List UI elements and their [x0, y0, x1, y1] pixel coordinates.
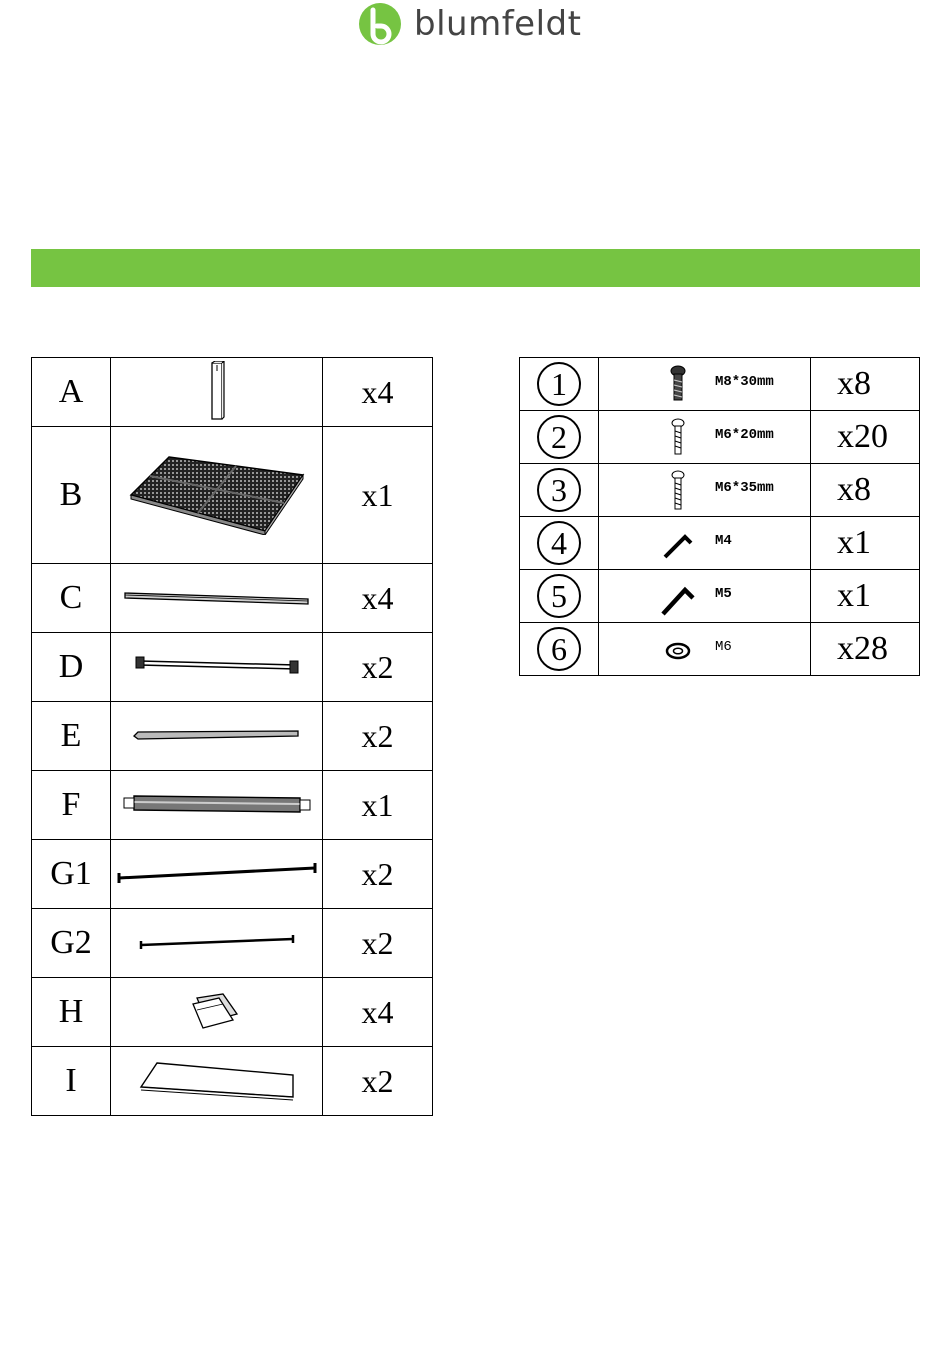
washer-icon: [661, 629, 695, 669]
table-row: [32, 633, 433, 702]
part-letter: G2: [32, 909, 111, 978]
part-letter: E: [32, 702, 111, 771]
table-row: [32, 840, 433, 909]
part-qty: x2: [323, 840, 433, 909]
part-qty: x4: [323, 564, 433, 633]
table-row: [520, 570, 920, 623]
part-qty: x2: [323, 702, 433, 771]
bolt-icon: [661, 364, 695, 404]
flat-bar-icon: [132, 728, 302, 744]
part-qty: x2: [323, 633, 433, 702]
table-row: [520, 517, 920, 570]
hardware-label: M4: [715, 533, 732, 549]
hardware-qty: x20: [811, 411, 920, 464]
table-row: [520, 358, 920, 411]
hardware-qty: x28: [811, 623, 920, 676]
part-letter: H: [32, 978, 111, 1047]
table-row: [32, 978, 433, 1047]
brand-logo: [358, 2, 581, 46]
brand-name: blumfeldt: [414, 4, 582, 44]
table-row: [520, 411, 920, 464]
hardware-number: 1: [537, 362, 581, 406]
table-row: [520, 464, 920, 517]
hardware-label: M5: [715, 586, 732, 602]
part-qty: x4: [323, 358, 433, 427]
table-row: [32, 1047, 433, 1116]
part-qty: x2: [323, 1047, 433, 1116]
part-letter: A: [32, 358, 111, 427]
hardware-label: M6*35mm: [715, 480, 774, 496]
short-rod-icon: [137, 933, 297, 953]
box-beam-icon: [122, 792, 312, 818]
part-letter: C: [32, 564, 111, 633]
long-rod-icon: [115, 862, 319, 886]
section-header-bar: [31, 249, 920, 287]
table-row: [32, 427, 433, 564]
table-row: [32, 771, 433, 840]
part-qty: x1: [323, 427, 433, 564]
mesh-shelf-icon: [127, 455, 307, 535]
part-qty: x4: [323, 978, 433, 1047]
hardware-table: [519, 357, 920, 676]
table-row: [520, 623, 920, 676]
screw-icon: [661, 470, 695, 510]
table-row: [32, 564, 433, 633]
hardware-qty: x8: [811, 464, 920, 517]
hardware-label: M8*30mm: [715, 374, 774, 390]
long-rail-icon: [122, 588, 312, 608]
bracket-bar-icon: [132, 655, 302, 679]
hardware-qty: x1: [811, 517, 920, 570]
hardware-number: 6: [537, 627, 581, 671]
hardware-number: 4: [537, 521, 581, 565]
foot-cap-icon: [187, 992, 247, 1032]
board-icon: [137, 1059, 297, 1103]
hardware-label: M6*20mm: [715, 427, 774, 443]
table-row: [32, 909, 433, 978]
hex-key-icon: [661, 576, 695, 616]
part-letter: F: [32, 771, 111, 840]
table-row: [32, 702, 433, 771]
parts-table: [31, 357, 433, 1116]
part-letter: G1: [32, 840, 111, 909]
leaf-b-icon: [358, 2, 402, 46]
hardware-qty: x8: [811, 358, 920, 411]
hardware-number: 5: [537, 574, 581, 618]
part-letter: D: [32, 633, 111, 702]
hardware-number: 2: [537, 415, 581, 459]
part-letter: B: [32, 427, 111, 564]
hardware-number: 3: [537, 468, 581, 512]
part-letter: I: [32, 1047, 111, 1116]
part-qty: x2: [323, 909, 433, 978]
hardware-qty: x1: [811, 570, 920, 623]
hardware-label: M6: [715, 639, 732, 655]
table-row: [32, 358, 433, 427]
hex-key-icon: [661, 523, 695, 563]
part-qty: x1: [323, 771, 433, 840]
post-icon: [197, 361, 237, 423]
screw-icon: [661, 417, 695, 457]
